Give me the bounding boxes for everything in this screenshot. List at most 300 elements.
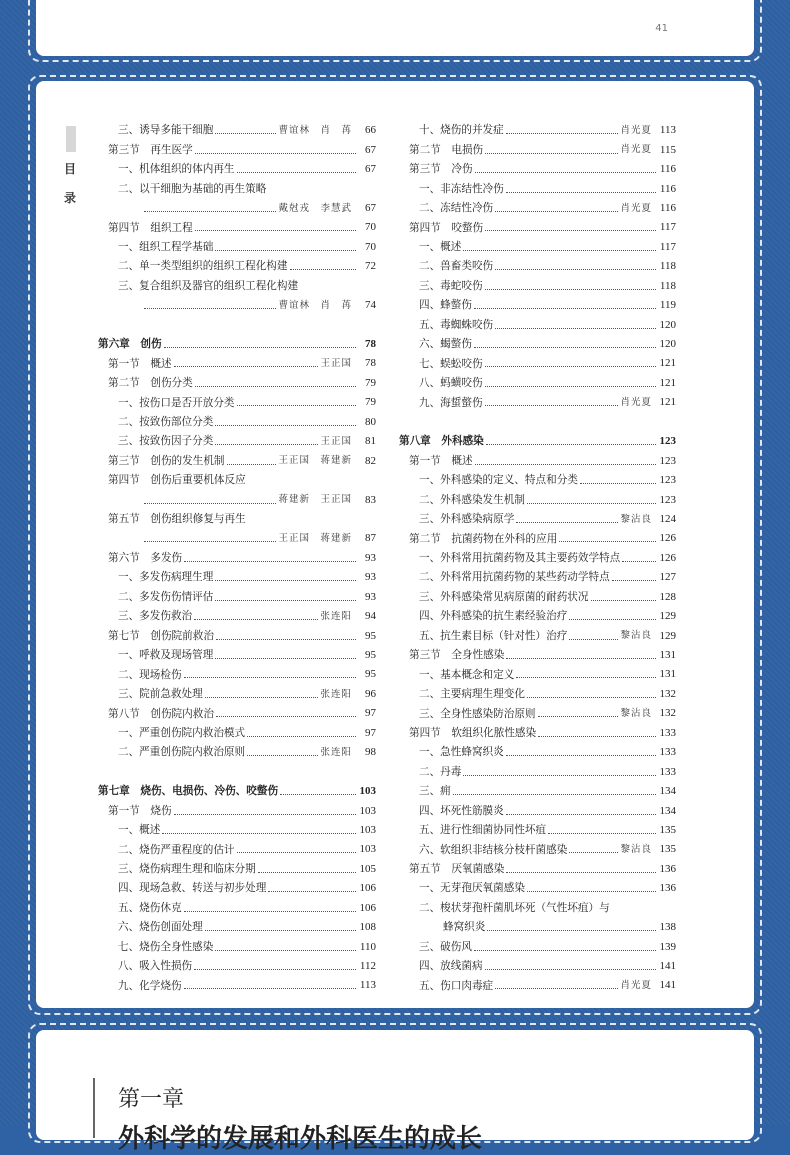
toc-entry <box>399 976 676 995</box>
toc-entry-author: 戴尅戎 李慧武 <box>278 202 352 214</box>
toc-entry-page: 106 <box>359 882 376 895</box>
toc-entry-title: 四、蜂螫伤 <box>419 299 472 312</box>
leader-dots <box>475 464 656 465</box>
toc-entry-page: 67 <box>365 201 376 214</box>
toc-entry <box>98 899 376 918</box>
toc-entry-title: 三、痈 <box>419 785 451 798</box>
leader-dots <box>506 814 656 815</box>
toc-entry <box>98 121 376 140</box>
toc-entry-title: 第一节 烧伤 <box>108 804 172 817</box>
toc-entry-author: 肖光夏 <box>620 980 652 992</box>
toc-entry-page: 70 <box>365 221 376 234</box>
toc-entry-page: 127 <box>659 571 676 584</box>
toc-entry-page: 115 <box>659 143 676 156</box>
toc-entry-title: 八、吸入性损伤 <box>118 960 193 973</box>
toc-entry-page: 135 <box>659 823 676 836</box>
leader-dots <box>463 250 656 251</box>
toc-entry-author: 王正国 蒋建新 <box>278 455 352 467</box>
toc-entry <box>399 549 676 568</box>
chapter-label: 第一章 <box>118 1087 185 1112</box>
toc-entry-page: 66 <box>365 124 376 137</box>
leader-dots <box>195 153 356 154</box>
toc-entry <box>399 315 676 334</box>
leader-dots <box>184 911 356 912</box>
leader-dots <box>485 153 618 154</box>
toc-entry-author: 曹谊林 肖 苒 <box>278 124 352 136</box>
toc-entry-page: 121 <box>659 376 676 389</box>
toc-entry-title: 第二节 创伤分类 <box>108 377 193 390</box>
toc-entry <box>98 626 376 645</box>
toc-entry <box>399 762 676 781</box>
toc-entry-title: 第六节 多发伤 <box>108 552 183 565</box>
toc-entry <box>98 568 376 587</box>
toc-chapter-entry <box>98 782 376 801</box>
toc-entry-page: 93 <box>365 551 376 564</box>
toc-entry-page: 80 <box>365 415 376 428</box>
toc-spacer <box>98 762 376 781</box>
toc-entry <box>98 529 376 548</box>
leader-dots <box>247 755 318 756</box>
toc-entry-page: 129 <box>659 629 676 642</box>
toc-entry-page: 123 <box>659 454 676 467</box>
toc-entry <box>399 879 676 898</box>
sidebar-marker <box>66 126 76 152</box>
toc-entry-page: 108 <box>359 921 376 934</box>
leader-dots <box>516 522 618 523</box>
toc-entry-page: 93 <box>365 590 376 603</box>
toc-entry <box>399 179 676 198</box>
leader-dots <box>280 794 356 795</box>
toc-entry-title: 三、诱导多能干细胞 <box>118 124 214 137</box>
leader-dots <box>268 891 356 892</box>
toc-entry-title: 第三节 冷伤 <box>409 163 473 176</box>
toc-entry-page: 105 <box>359 862 376 875</box>
toc-entry <box>98 451 376 470</box>
toc-entry-page: 123 <box>659 474 676 487</box>
toc-entry-page: 103 <box>359 804 376 817</box>
toc-entry-page: 133 <box>659 726 676 739</box>
toc-entry-page: 93 <box>365 571 376 584</box>
toc-entry <box>399 471 676 490</box>
toc-entry-page: 136 <box>659 862 676 875</box>
toc-entry-title: 一、非冻结性冷伤 <box>419 182 504 195</box>
toc-entry <box>399 743 676 762</box>
toc-entry-title: 九、海蜇螫伤 <box>419 396 483 409</box>
toc-entry <box>399 724 676 743</box>
toc-entry-page: 74 <box>365 299 376 312</box>
toc-entry-title: 四、现场急救、转送与初步处理 <box>118 882 267 895</box>
toc-entry-page: 103 <box>359 823 376 836</box>
toc-entry-title: 五、进行性细菌协同性坏疽 <box>419 824 547 837</box>
toc-entry-page: 117 <box>659 240 676 253</box>
toc-entry <box>98 374 376 393</box>
leader-dots <box>205 930 356 931</box>
toc-column-left <box>98 121 376 996</box>
toc-entry-title: 二、以干细胞为基础的再生策略 <box>118 182 267 195</box>
leader-dots <box>453 794 656 795</box>
toc-entry <box>399 451 676 470</box>
toc-entry-page: 124 <box>659 512 676 525</box>
toc-entry-title: 二、丹毒 <box>419 765 462 778</box>
toc-entry-title: 三、全身性感染防治原则 <box>419 707 536 720</box>
toc-entry <box>98 860 376 879</box>
toc-entry <box>98 490 376 509</box>
toc-entry <box>399 568 676 587</box>
toc-entry-page: 87 <box>365 532 376 545</box>
toc-entry-author: 肖光夏 <box>620 124 652 136</box>
toc-entry-title: 第三节 再生医学 <box>108 143 193 156</box>
toc-entry-title: 三、院前急救处理 <box>118 688 203 701</box>
toc-entry <box>399 588 676 607</box>
toc-entry-title: 二、严重创伤院内救治原则 <box>118 746 246 759</box>
toc-column-right <box>399 121 676 996</box>
toc-entry-title: 一、外科常用抗菌药物及其主要药效学特点 <box>419 552 621 565</box>
toc-entry-title: 一、基本概念和定义 <box>419 668 515 681</box>
leader-dots <box>474 308 656 309</box>
leader-dots <box>144 211 276 212</box>
toc-entry <box>98 840 376 859</box>
toc-entry <box>98 704 376 723</box>
toc-entry <box>399 957 676 976</box>
toc-entry <box>399 937 676 956</box>
leader-dots <box>215 425 356 426</box>
toc-entry-title: 第六章 创伤 <box>98 338 162 351</box>
toc-entry-title: 二、单一类型组织的组织工程化构建 <box>118 260 288 273</box>
toc-entry-title: 第一节 概述 <box>409 454 473 467</box>
toc-entry-title: 第二节 电损伤 <box>409 143 484 156</box>
sidebar-label: 录 <box>64 191 77 205</box>
toc-entry <box>399 140 676 159</box>
toc-entry-page: 116 <box>659 201 676 214</box>
toc-entry-title: 二、烧伤严重程度的估计 <box>118 843 235 856</box>
toc-entry <box>98 743 376 762</box>
toc-entry-author: 肖光夏 <box>620 397 652 409</box>
leader-dots <box>622 561 656 562</box>
toc-entry-page: 134 <box>659 804 676 817</box>
toc-entry-page: 120 <box>659 318 676 331</box>
toc-entry <box>399 296 676 315</box>
toc-entry-author: 王正国 <box>320 435 352 447</box>
toc-entry-page: 79 <box>365 396 376 409</box>
toc-entry-page: 132 <box>659 687 676 700</box>
toc-entry-page: 67 <box>365 163 376 176</box>
leader-dots <box>538 716 619 717</box>
toc-entry-page: 112 <box>359 960 376 973</box>
toc-entry-title: 一、概述 <box>118 824 161 837</box>
toc-entry-author: 肖光夏 <box>620 202 652 214</box>
toc-entry-title: 二、梭状芽孢杆菌肌坏死（气性坏疽）与 <box>419 901 610 914</box>
leader-dots <box>216 716 356 717</box>
toc-entry-title: 第二节 抗菌药物在外科的应用 <box>409 532 558 545</box>
toc-entry-author: 王正国 蒋建新 <box>278 533 352 545</box>
toc-entry-title: 三、毒蛇咬伤 <box>419 279 483 292</box>
leader-dots <box>216 639 356 640</box>
toc-entry <box>98 510 376 529</box>
leader-dots <box>495 988 618 989</box>
toc-entry-page: 78 <box>365 357 376 370</box>
toc-entry-page: 123 <box>659 493 676 506</box>
toc-entry-page: 133 <box>659 765 676 778</box>
toc-entry-title: 三、多发伤救治 <box>118 610 193 623</box>
toc-entry <box>399 918 676 937</box>
toc-entry <box>98 199 376 218</box>
toc-entry <box>98 937 376 956</box>
toc-entry-title: 七、蜈蚣咬伤 <box>419 357 483 370</box>
toc-entry-author: 曹谊林 肖 苒 <box>278 299 352 311</box>
toc-entry-title: 第四节 咬螫伤 <box>409 221 484 234</box>
toc-entry <box>399 899 676 918</box>
toc-entry-title: 第八章 外科感染 <box>399 435 484 448</box>
leader-dots <box>495 211 618 212</box>
toc-entry-author: 黎沾良 <box>620 630 652 642</box>
leader-dots <box>144 503 276 504</box>
toc-entry-title: 九、化学烧伤 <box>118 979 182 992</box>
toc-entry-page: 70 <box>365 240 376 253</box>
toc-entry-title: 五、烧伤休克 <box>118 901 182 914</box>
toc-entry <box>98 549 376 568</box>
toc-entry-title: 十、烧伤的并发症 <box>419 124 504 137</box>
toc-entry <box>399 685 676 704</box>
toc-entry <box>399 860 676 879</box>
leader-dots <box>194 969 356 970</box>
toc-entry-page: 113 <box>659 124 676 137</box>
toc-entry <box>98 879 376 898</box>
toc-entry <box>399 801 676 820</box>
toc-entry-title: 二、主要病理生理变化 <box>419 688 525 701</box>
toc-entry-page: 134 <box>659 785 676 798</box>
toc-entry-author: 蒋建新 王正国 <box>278 494 352 506</box>
toc-entry-title: 第八节 创伤院内救治 <box>108 707 214 720</box>
toc-entry <box>399 821 676 840</box>
toc-entry <box>399 626 676 645</box>
toc-entry-title: 第三节 创伤的发生机制 <box>108 454 225 467</box>
leader-dots <box>215 580 356 581</box>
leader-dots <box>205 697 319 698</box>
toc-entry-page: 131 <box>659 668 676 681</box>
toc-entry-title: 五、抗生素目标（针对性）治疗 <box>419 629 568 642</box>
leader-dots <box>144 541 276 542</box>
toc-entry <box>98 140 376 159</box>
toc-entry-title: 二、兽畜类咬伤 <box>419 260 494 273</box>
leader-dots <box>506 658 656 659</box>
toc-entry-page: 126 <box>659 551 676 564</box>
toc-entry-page: 95 <box>365 668 376 681</box>
chapter-title: 外科学的发展和外科医生的成长 <box>118 1124 483 1154</box>
toc-entry-page: 106 <box>359 901 376 914</box>
leader-dots <box>475 172 656 173</box>
toc-entry-title: 三、破伤风 <box>419 940 472 953</box>
toc-entry-title: 第五节 厌氧菌感染 <box>409 863 505 876</box>
toc-entry-page: 119 <box>659 299 676 312</box>
toc-entry <box>98 413 376 432</box>
toc-entry <box>98 296 376 315</box>
toc-entry-title: 二、多发伤伤情评估 <box>118 590 214 603</box>
leader-dots <box>485 386 656 387</box>
toc-entry-page: 96 <box>365 687 376 700</box>
toc-entry-page: 67 <box>365 143 376 156</box>
leader-dots <box>506 872 656 873</box>
toc-entry <box>399 160 676 179</box>
toc-spacer <box>399 413 676 432</box>
toc-entry-author: 张连阳 <box>320 610 352 622</box>
toc-entry-title: 四、坏死性筋膜炎 <box>419 804 504 817</box>
toc-entry <box>399 840 676 859</box>
toc-entry <box>98 238 376 257</box>
leader-dots <box>184 677 356 678</box>
toc-entry-title: 八、蚂蟥咬伤 <box>419 377 483 390</box>
toc-entry <box>98 646 376 665</box>
toc-entry-page: 98 <box>365 746 376 759</box>
toc-entry <box>98 393 376 412</box>
toc-entry-author: 黎沾良 <box>620 844 652 856</box>
toc-entry-page: 138 <box>659 921 676 934</box>
leader-dots <box>591 600 657 601</box>
toc-entry-title: 三、外科感染病原学 <box>419 513 515 526</box>
toc-entry-page: 118 <box>659 279 676 292</box>
toc-entry <box>399 782 676 801</box>
toc-entry-title: 二、现场检伤 <box>118 668 182 681</box>
toc-entry-page: 121 <box>659 357 676 370</box>
leader-dots <box>487 930 656 931</box>
toc-entry <box>98 607 376 626</box>
toc-entry-title: 一、急性蜂窝织炎 <box>419 746 504 759</box>
leader-dots <box>569 852 618 853</box>
toc-entry-title: 一、无芽孢厌氧菌感染 <box>419 882 525 895</box>
toc-entry <box>98 665 376 684</box>
toc-entry <box>98 277 376 296</box>
toc-entry-title: 二、外科感染发生机制 <box>419 493 525 506</box>
toc-entry-title: 二、按致伤部位分类 <box>118 415 214 428</box>
leader-dots <box>527 503 656 504</box>
toc-entry-title: 六、软组织非结核分枝杆菌感染 <box>419 843 568 856</box>
leader-dots <box>174 366 319 367</box>
toc-entry-title: 二、外科常用抗菌药物的某些药动学特点 <box>419 571 610 584</box>
toc-entry <box>399 646 676 665</box>
leader-dots <box>215 658 356 659</box>
leader-dots <box>463 775 656 776</box>
toc-entry <box>399 199 676 218</box>
toc-entry <box>98 685 376 704</box>
toc-entry-page: 120 <box>659 338 676 351</box>
toc-entry-page: 116 <box>659 163 676 176</box>
toc-entry <box>98 918 376 937</box>
toc-entry-title: 第一节 概述 <box>108 357 172 370</box>
leader-dots <box>612 580 656 581</box>
leader-dots <box>486 444 656 445</box>
toc-entry <box>399 607 676 626</box>
toc-entry-author: 张连阳 <box>320 688 352 700</box>
toc-entry-page: 94 <box>365 610 376 623</box>
toc-entry-title: 五、毒蜘蛛咬伤 <box>419 318 494 331</box>
toc-entry-author: 黎沾良 <box>620 513 652 525</box>
toc-entry <box>399 121 676 140</box>
toc-entry-page: 126 <box>659 532 676 545</box>
leader-dots <box>485 230 656 231</box>
leader-dots <box>227 464 277 465</box>
toc-entry <box>98 354 376 373</box>
toc-entry-page: 135 <box>659 843 676 856</box>
leader-dots <box>237 852 356 853</box>
toc-entry-page: 132 <box>659 707 676 720</box>
leader-dots <box>495 269 656 270</box>
toc-entry <box>98 801 376 820</box>
toc-entry-author: 张连阳 <box>320 746 352 758</box>
toc-entry-page: 116 <box>659 182 676 195</box>
leader-dots <box>184 988 356 989</box>
toc-entry <box>399 529 676 548</box>
leader-dots <box>559 541 656 542</box>
toc-entry-page: 79 <box>365 376 376 389</box>
toc-entry-title: 第四节 组织工程 <box>108 221 193 234</box>
leader-dots <box>184 561 356 562</box>
sidebar-label: 目 <box>64 162 77 176</box>
leader-dots <box>485 405 619 406</box>
toc-entry-page: 141 <box>659 960 676 973</box>
toc-entry-page: 83 <box>365 493 376 506</box>
toc-entry-title: 一、按伤口是否开放分类 <box>118 396 235 409</box>
leader-dots <box>215 950 356 951</box>
toc-entry <box>399 490 676 509</box>
leader-dots <box>485 969 656 970</box>
leader-dots <box>195 386 356 387</box>
leader-dots <box>195 230 356 231</box>
toc-entry <box>98 957 376 976</box>
toc-entry-page: 113 <box>359 979 376 992</box>
leader-dots <box>258 872 356 873</box>
toc-entry <box>399 354 676 373</box>
toc-entry <box>98 179 376 198</box>
leader-dots <box>474 950 656 951</box>
leader-dots <box>215 444 318 445</box>
leader-dots <box>569 619 656 620</box>
toc-entry-page: 131 <box>659 649 676 662</box>
toc-entry-title: 三、复合组织及器官的组织工程化构建 <box>118 279 299 292</box>
leader-dots <box>237 405 356 406</box>
toc-entry-title: 一、概述 <box>419 241 462 254</box>
toc-entry-title: 五、伤口肉毒症 <box>419 979 494 992</box>
toc-entry-title: 六、烧伤创面处理 <box>118 921 203 934</box>
toc-entry-title: 七、烧伤全身性感染 <box>118 940 214 953</box>
toc-entry-title: 二、冻结性冷伤 <box>419 202 494 215</box>
toc-entry-page: 121 <box>659 396 676 409</box>
leader-dots <box>485 289 656 290</box>
toc-entry <box>98 218 376 237</box>
toc-entry <box>399 257 676 276</box>
toc-chapter-entry <box>399 432 676 451</box>
toc-entry-page: 81 <box>365 435 376 448</box>
toc-entry-author: 肖光夏 <box>620 144 652 156</box>
leader-dots <box>215 600 356 601</box>
toc-entry-author: 王正国 <box>320 358 352 370</box>
toc-entry <box>399 393 676 412</box>
leader-dots <box>527 891 656 892</box>
leader-dots <box>162 833 356 834</box>
leader-dots <box>516 677 656 678</box>
toc-entry-page: 82 <box>365 454 376 467</box>
toc-entry-title: 一、多发伤病理生理 <box>118 571 214 584</box>
toc-entry <box>399 238 676 257</box>
leader-dots <box>569 639 618 640</box>
toc-entry-page: 95 <box>365 649 376 662</box>
leader-dots <box>164 347 356 348</box>
toc-spacer <box>98 315 376 334</box>
toc-entry-title: 一、呼救及现场管理 <box>118 649 214 662</box>
toc-entry-title: 四、外科感染的抗生素经验治疗 <box>419 610 568 623</box>
toc-entry <box>399 277 676 296</box>
top-card <box>36 0 754 56</box>
toc-entry <box>98 257 376 276</box>
toc-entry <box>399 335 676 354</box>
